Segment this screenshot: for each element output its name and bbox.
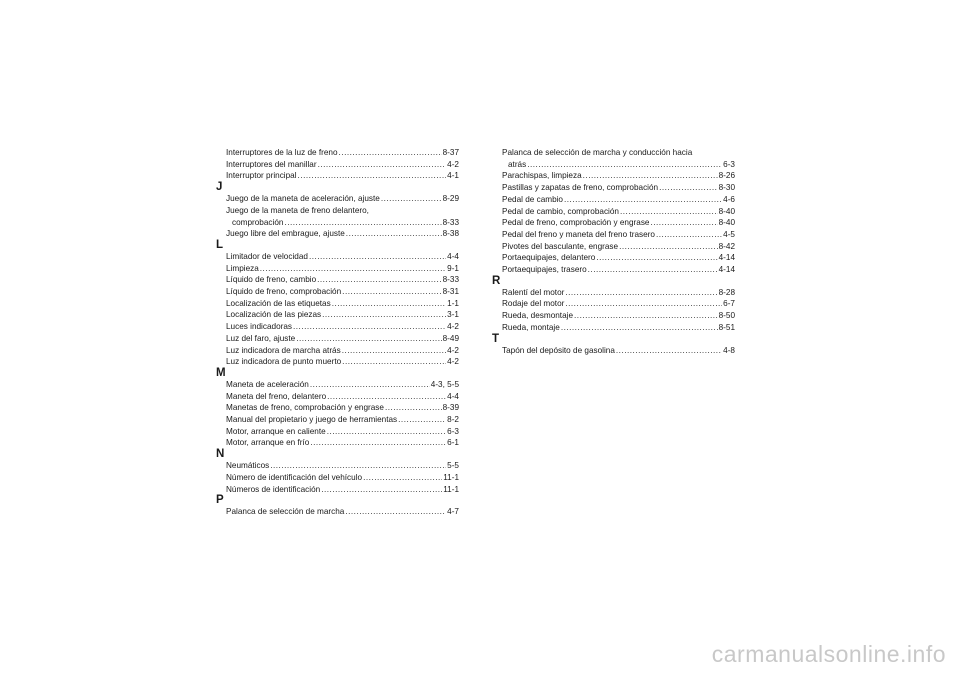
dot-leader [322,309,446,321]
dot-leader [309,251,446,263]
index-entry-label: Motor, arranque en caliente [226,426,326,436]
index-letter-heading: T [492,332,500,345]
index-entry-label: Maneta del freno, delantero [226,391,327,401]
index-entry-label: Líquido de freno, comprobación [226,287,342,297]
index-entry [216,484,459,496]
index-entry-page: 6-3 [447,426,459,436]
index-entry-page: 4-1 [447,171,459,181]
index-entry [492,241,735,253]
index-entry-page: 4-14 [718,265,735,275]
dot-leader [284,217,441,229]
index-entry [216,159,459,171]
index-entry-page: 4-4 [447,391,459,401]
index-entry-page: 4-5 [723,229,735,239]
index-entry-page: 4-6 [723,194,735,204]
dot-leader [574,310,718,322]
index-entry-label: Localización de las etiquetas [226,298,331,308]
index-letter-heading: P [216,494,224,507]
index-entry-label: Líquido de freno, cambio [226,275,317,285]
index-entry [216,414,459,426]
index-entry [216,391,459,403]
index-entry [216,309,459,321]
dot-leader [650,217,717,229]
index-entry-label: Pastillas y zapatas de freno, comprobación [502,183,659,193]
index-entry-page: 4-7 [447,507,459,517]
index-entry [492,322,735,334]
index-entry [216,356,459,368]
index-entry-page: 8-40 [718,218,735,228]
index-entry [216,321,459,333]
index-entry-page: 4-4 [447,251,459,261]
index-entry-page: 8-28 [718,287,735,297]
index-entry-label: Parachispas, limpieza [502,171,582,181]
index-entry-label: Luz del faro, ajuste [226,333,296,343]
index-entry-label: Rueda, desmontaje [502,311,574,321]
dot-leader [565,287,717,299]
index-entry-label: Manetas de freno, comprobación y engrase [226,403,384,413]
index-entry-label: Pedal de freno, comprobación y engrase [502,218,650,228]
index-entry [216,437,459,449]
index-entry-label: Palanca de selección de marcha [226,507,345,517]
index-entry [216,379,459,391]
dot-leader [270,460,446,472]
index-entry-page: 6-1 [447,438,459,448]
index-entry-label: Ralentí del motor [502,287,565,297]
dot-leader [616,345,722,357]
index-entry-page: 8-38 [442,229,459,239]
dot-leader [317,274,441,286]
index-entry [492,217,735,229]
index-entry-page: 1-1 [447,298,459,308]
index-entry [492,229,735,241]
index-entry-label: Portaequipajes, trasero [502,265,587,275]
index-entry-page: 4-2 [447,322,459,332]
index-entry-label: Juego libre del embrague, ajuste [226,229,345,239]
index-entry [216,193,459,205]
index-entry-page: 11-1 [443,472,459,482]
dot-leader [321,484,442,496]
index-entry-label: Interruptores de la luz de freno [226,148,338,157]
index-entry-page: 8-33 [442,217,459,227]
index-entry-label: Pedal del freno y maneta del freno trasero [502,229,655,239]
index-entry [216,426,459,438]
dot-leader [260,263,446,275]
index-entry-page: 4-2 [447,357,459,367]
index-entry-page: 8-33 [442,275,459,285]
dot-leader [293,321,446,333]
index-column-right [492,147,735,356]
dot-leader [310,379,430,391]
index-entry [492,264,735,276]
index-entry-label: Limitador de velocidad [226,251,308,261]
index-entry [216,263,459,275]
index-entry [492,194,735,206]
dot-leader [385,402,442,414]
dot-leader [342,345,446,357]
index-column-left [216,147,459,518]
index-letter-heading: N [216,448,225,461]
dot-leader [310,437,446,449]
index-entry [492,298,735,310]
index-entry [216,472,459,484]
index-entry-page: 5-5 [447,461,459,471]
index-entry-label: Números de identificación [226,484,321,494]
dot-leader [318,159,447,171]
index-entry [216,274,459,286]
dot-leader [659,182,718,194]
index-entry [216,506,459,518]
index-entry [216,402,459,414]
index-entry-page: 11-1 [443,484,459,494]
index-entry [492,287,735,299]
dot-leader [327,391,446,403]
index-entry-label: Luz indicadora de marcha atrás [226,345,341,355]
index-entry-label: Rueda, montaje [502,322,560,332]
index-entry-label: Maneta de aceleración [226,379,309,389]
index-entry [216,333,459,345]
index-entry-label: Localización de las piezas [226,310,322,320]
index-entry-page: 4-8 [723,345,735,355]
index-entry-page: 8-37 [442,148,459,157]
index-entry-page: 4-3, 5-5 [430,379,459,389]
dot-leader [619,241,718,253]
dot-leader [298,170,447,182]
index-entry-page: 8-2 [447,415,459,425]
index-entry-label: Interruptores del manillar [226,159,317,169]
index-entry-page: 8-31 [442,287,459,297]
index-entry-label: atrás [508,159,527,169]
dot-leader [398,414,446,426]
index-entry-page: 9-1 [447,263,459,273]
index-entry [216,217,459,229]
index-entry-page: 8-29 [442,194,459,204]
dot-leader [363,472,442,484]
dot-leader [620,206,718,218]
index-entry [216,228,459,240]
dot-leader [565,298,722,310]
index-entry [492,310,735,322]
index-entry [492,206,735,218]
dot-leader [381,193,442,205]
index-entry-label: Interruptor principal [226,171,297,181]
index-entry [216,147,459,159]
index-entry-label: Juego de la maneta de aceleración, ajuste [226,194,380,204]
index-entry-page: 6-7 [723,299,735,309]
dot-leader [527,159,722,171]
index-entry-label: Luces indicadoras [226,322,292,332]
index-entry [216,345,459,357]
index-entry-page: 8-49 [442,333,459,343]
watermark: carmanualsonline.info [711,641,946,667]
index-entry-label: Luz indicadora de punto muerto [226,357,342,367]
index-entry-page: 8-42 [718,241,735,251]
index-letter-heading: M [216,366,226,379]
dot-leader [346,228,442,240]
dot-leader [583,170,718,182]
dot-leader [327,426,446,438]
index-entry-label: Rodaje del motor [502,299,565,309]
index-entry-page: 4-2 [447,159,459,169]
index-entry-label: Portaequipajes, delantero [502,253,596,263]
index-entry-page: 8-50 [718,311,735,321]
index-entry-label: Neumáticos [226,461,270,471]
index-entry-label: Motor, arranque en frío [226,438,310,448]
index-entry-label: Manual del propietario y juego de herramientas [226,415,398,425]
index-entry [492,182,735,194]
index-entry-page: 8-40 [718,206,735,216]
index-letter-heading: R [492,274,501,287]
dot-leader [588,264,718,276]
index-entry [216,286,459,298]
index-entry-page: 6-3 [723,159,735,169]
index-entry-page: 8-39 [442,403,459,413]
index-entry-page: 8-51 [718,322,735,332]
dot-leader [345,506,446,518]
index-entry [492,170,735,182]
dot-leader [332,298,446,310]
index-entry-page: 8-30 [718,183,735,193]
index-entry-page: 3-1 [447,310,459,320]
dot-leader [342,356,446,368]
dot-leader [564,194,722,206]
index-entry-heading: Palanca de selección de marcha y conducción hacia [502,148,693,157]
dot-leader [339,147,442,159]
index-entry-label: Pivotes del basculante, engrase [502,241,619,251]
index-entry-label: comprobación [232,217,284,227]
index-entry-label: Tapón del depósito de gasolina [502,345,615,355]
index-entry [492,345,735,357]
index-entry-page: 4-14 [718,253,735,263]
dot-leader [656,229,722,241]
dot-leader [342,286,441,298]
index-entry-label: Pedal de cambio [502,194,563,204]
index-entry [216,460,459,472]
index-entry-heading: Juego de la maneta de freno delantero, [226,205,369,215]
dot-leader [561,322,718,334]
index-entry [492,159,735,171]
index-entry [216,251,459,263]
index-letter-heading: J [216,181,223,194]
index-entry-page: 4-2 [447,345,459,355]
index-entry [492,252,735,264]
dot-leader [596,252,717,264]
index-entry [216,298,459,310]
index-entry-page: 8-26 [718,171,735,181]
index-entry-label: Limpieza [226,263,259,273]
dot-leader [296,333,441,345]
index-entry-label: Número de identificación del vehículo [226,472,363,482]
index-entry-label: Pedal de cambio, comprobación [502,206,619,216]
index-letter-heading: L [216,238,224,251]
index-entry [216,170,459,182]
